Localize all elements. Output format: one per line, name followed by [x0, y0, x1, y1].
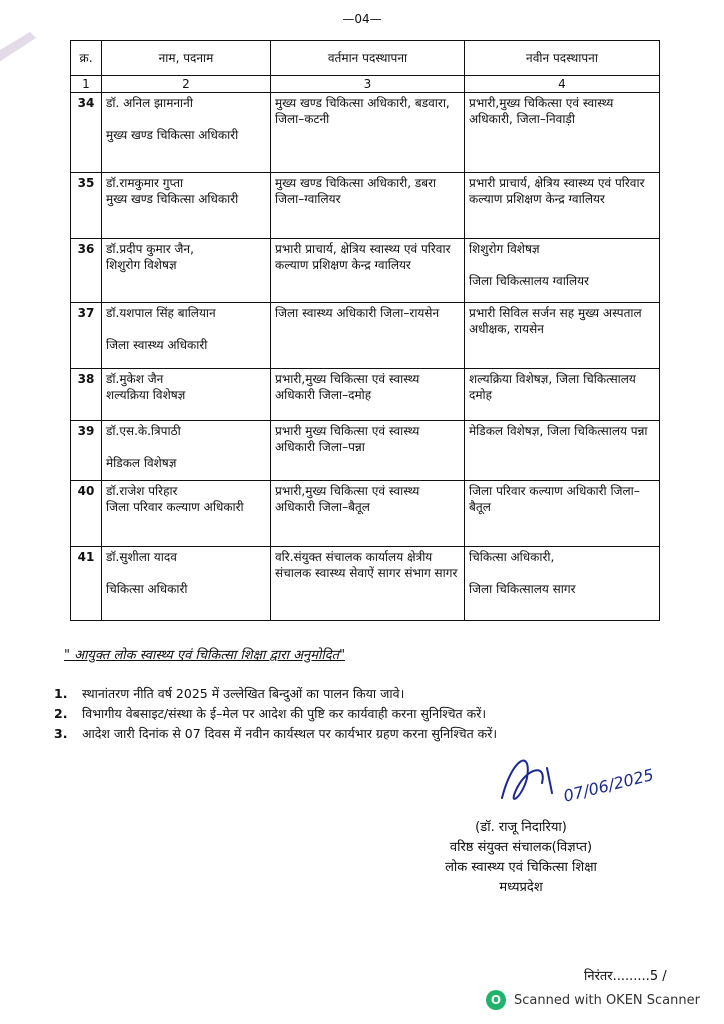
- row-current: प्रभारी,मुख्य चिकित्सा एवं स्वास्थ्य अधिकारी जिला–बैतूल: [271, 481, 465, 547]
- approval-text: " आयुक्त लोक स्वास्थ्य एवं चिकित्सा शिक्षा द्वारा अनुमोदित": [64, 648, 346, 663]
- scanner-text: Scanned with OKEN Scanner: [514, 992, 700, 1008]
- row-new-line2: जिला चिकित्सालय सागर: [469, 582, 576, 596]
- table-row: [71, 239, 660, 303]
- row-name: डॉ.यशपाल सिंह बालियान: [106, 306, 216, 320]
- row-designation: जिला स्वास्थ्य अधिकारी: [106, 338, 208, 352]
- instruction-index: 3.: [54, 726, 68, 741]
- column-number-row: [71, 76, 660, 93]
- row-sno: 41: [71, 547, 102, 621]
- signature-date: 07/06/2025: [561, 765, 656, 806]
- row-name-cell: [102, 173, 271, 239]
- row-new: शल्यक्रिया विशेषज्ञ, जिला चिकित्सालय दमोह: [465, 369, 660, 421]
- table-row: [71, 481, 660, 547]
- instructions-list: [54, 684, 674, 744]
- row-designation: मुख्य खण्ड चिकित्सा अधिकारी: [106, 192, 239, 206]
- row-current: प्रभारी मुख्य चिकित्सा एवं स्वास्थ्य अधिकारी जिला–पन्ना: [271, 421, 465, 481]
- table-row: [71, 369, 660, 421]
- row-name-cell: [102, 303, 271, 369]
- row-name-cell: [102, 481, 271, 547]
- header-name: नाम, पदनाम: [102, 41, 271, 76]
- row-new: जिला परिवार कल्याण अधिकारी जिला–बैतूल: [465, 481, 660, 547]
- row-sno: 35: [71, 173, 102, 239]
- row-designation: मुख्य खण्ड चिकित्सा अधिकारी: [106, 128, 239, 142]
- row-sno: 37: [71, 303, 102, 369]
- approval-note: [64, 645, 345, 663]
- row-sno: 39: [71, 421, 102, 481]
- row-new-line1: चिकित्सा अधिकारी,: [469, 550, 555, 564]
- row-sno: 40: [71, 481, 102, 547]
- row-name: डॉ. अनिल झामनानी: [106, 96, 193, 110]
- continued-note: निरंतर.........5 /: [584, 969, 667, 984]
- row-new-cell: [465, 239, 660, 303]
- row-new: मेडिकल विशेषज्ञ, जिला चिकित्सालय पन्ना: [465, 421, 660, 481]
- instruction-text: स्थानांतरण नीति वर्ष 2025 में उल्लेखित बिन्दुओं का पालन किया जावे।: [82, 686, 405, 701]
- row-new-line1: शिशुरोग विशेषज्ञ: [469, 242, 540, 256]
- row-designation: शिशुरोग विशेषज्ञ: [106, 258, 177, 272]
- row-sno: 38: [71, 369, 102, 421]
- table-row: [71, 93, 660, 173]
- list-item: [54, 684, 674, 704]
- signer-title: वरिष्ठ संयुक्त संचालक(विज्ञप्त): [449, 840, 593, 855]
- row-current: प्रभारी,मुख्य चिकित्सा एवं स्वास्थ्य अधिकारी जिला–दमोह: [271, 369, 465, 421]
- col-num: 3: [271, 76, 465, 93]
- row-current: मुख्य खण्ड चिकित्सा अधिकारी, डबरा जिला–ग्वालियर: [271, 173, 465, 239]
- row-designation: मेडिकल विशेषज्ञ: [106, 456, 177, 470]
- handwritten-signature: [492, 738, 692, 818]
- header-new: नवीन पदस्थापना: [465, 41, 660, 76]
- row-name: डॉ.सुशीला यादव: [106, 550, 177, 564]
- row-name-cell: [102, 239, 271, 303]
- row-current: जिला स्वास्थ्य अधिकारी जिला–रायसेन: [271, 303, 465, 369]
- row-name-cell: [102, 421, 271, 481]
- table-row: [71, 547, 660, 621]
- row-name-cell: [102, 547, 271, 621]
- row-designation: शल्यक्रिया विशेषज्ञ: [106, 388, 186, 402]
- header-current: वर्तमान पदस्थापना: [271, 41, 465, 76]
- row-name: डॉ.एस.के.त्रिपाठी: [106, 424, 181, 438]
- scanner-logo-icon: O: [486, 990, 506, 1010]
- row-name: डॉ.राजेश परिहार: [106, 484, 178, 498]
- col-num: 2: [102, 76, 271, 93]
- scan-corner-mark: [0, 28, 40, 68]
- table-row: [71, 421, 660, 481]
- row-current: प्रभारी प्राचार्य, क्षेत्रिय स्वास्थ्य एवं परिवार कल्याण प्रशिक्षण केन्द्र ग्वालियर: [271, 239, 465, 303]
- col-num: 1: [71, 76, 102, 93]
- row-sno: 34: [71, 93, 102, 173]
- row-designation: जिला परिवार कल्याण अधिकारी: [106, 500, 244, 514]
- row-new: प्रभारी,मुख्य चिकित्सा एवं स्वास्थ्य अधिकारी, जिला–निवाड़ी: [465, 93, 660, 173]
- signer-department: लोक स्वास्थ्य एवं चिकित्सा शिक्षा: [445, 860, 597, 875]
- list-item: [54, 704, 674, 724]
- page-number: —04—: [342, 12, 382, 26]
- row-name: डॉ.प्रदीप कुमार जैन,: [106, 242, 194, 256]
- header-sno: क्र.: [71, 41, 102, 76]
- signer-block: [402, 818, 640, 898]
- row-name: डॉ.मुकेश जैन: [106, 372, 164, 386]
- row-designation: चिकित्सा अधिकारी: [106, 582, 188, 596]
- row-name: डॉ.रामकुमार गुप्ता: [106, 176, 184, 190]
- instruction-text: विभागीय वेबसाइट/संस्था के ई–मेल पर आदेश की पुष्टि कर कार्यवाही करना सुनिश्चित करें।: [82, 706, 487, 721]
- signer-state: मध्यप्रदेश: [499, 880, 543, 895]
- signer-name: (डॉ. राजू निदारिया): [475, 820, 567, 835]
- table-row: [71, 173, 660, 239]
- row-name-cell: [102, 93, 271, 173]
- row-name-cell: [102, 369, 271, 421]
- transfer-table: [70, 40, 660, 621]
- row-new: प्रभारी सिविल सर्जन सह मुख्य अस्पताल अधीक्षक, रायसेन: [465, 303, 660, 369]
- row-new: प्रभारी प्राचार्य, क्षेत्रिय स्वास्थ्य एवं परिवार कल्याण प्रशिक्षण केन्द्र ग्वालियर: [465, 173, 660, 239]
- instruction-index: 1.: [54, 686, 68, 701]
- row-sno: 36: [71, 239, 102, 303]
- col-num: 4: [465, 76, 660, 93]
- instruction-index: 2.: [54, 706, 68, 721]
- row-current: मुख्य खण्ड चिकित्सा अधिकारी, बडवारा, जिला–कटनी: [271, 93, 465, 173]
- row-new-line2: जिला चिकित्सालय ग्वालियर: [469, 274, 589, 288]
- row-current: वरि.संयुक्त संचालक कार्यालय क्षेत्रीय संचालक स्वास्थ्य सेवाऐं सागर संभाग सागर: [271, 547, 465, 621]
- table-header-row: [71, 41, 660, 76]
- table-row: [71, 303, 660, 369]
- scanner-watermark: [486, 990, 700, 1010]
- row-new-cell: [465, 547, 660, 621]
- instruction-text: आदेश जारी दिनांक से 07 दिवस में नवीन कार्यस्थल पर कार्यभार ग्रहण करना सुनिश्चित करें।: [82, 726, 498, 741]
